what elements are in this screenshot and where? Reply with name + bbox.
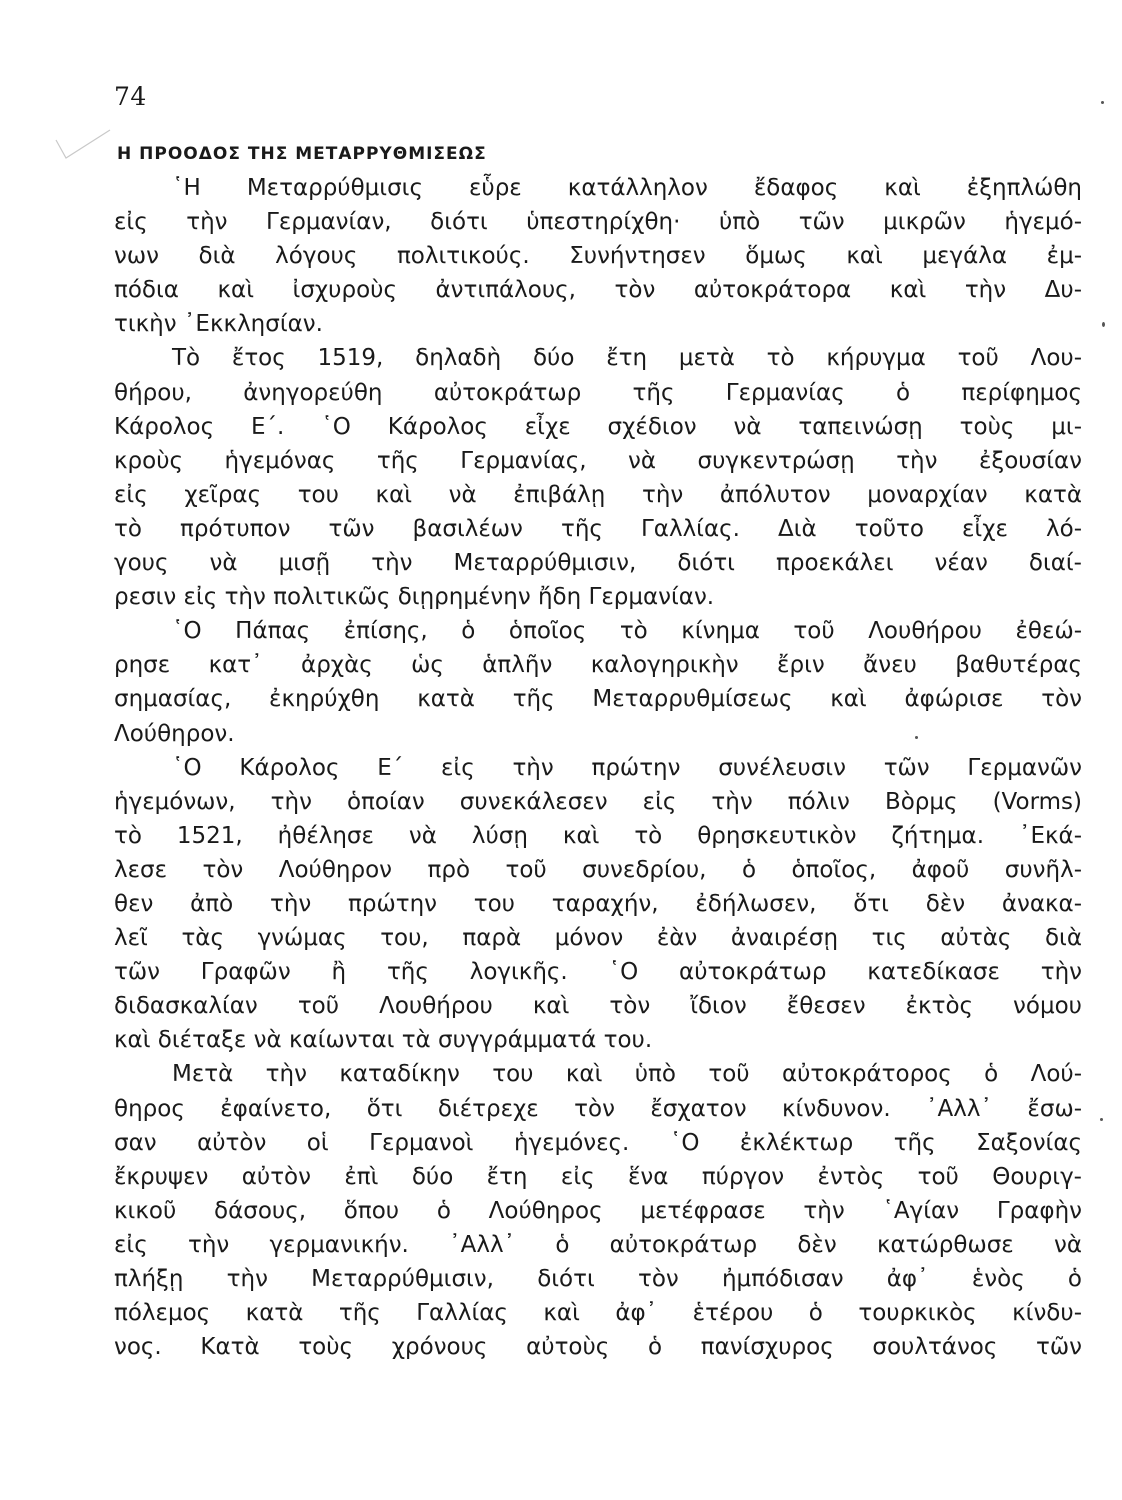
text-line: ῾Ο Κάρολος Ε΄ εἰς τὴν πρώτην συνέλευσιν τῶν Γερμανῶν	[172, 754, 1082, 781]
text-line: θεν ἀπὸ τὴν πρώτην του ταραχήν, ἐδήλωσεν, ὅτι δὲν ἀνακα-	[114, 890, 1082, 917]
pencil-check-mark-icon	[52, 128, 112, 168]
text-line: ῾Η Μεταρρύθμισις εὗρε κατάλληλον ἔδαφος καὶ ἐξηπλώθη	[172, 175, 1082, 201]
text-line: γους νὰ μισῇ τὴν Μεταρρύθμισιν, διότι προεκάλει νέαν διαί-	[114, 550, 1082, 577]
text-line: κροὺς ἡγεμόνας τῆς Γερμανίας, νὰ συγκεντρώσῃ τὴν ἐξουσίαν	[114, 447, 1082, 474]
text-line: τὸ πρότυπον τῶν βασιλέων τῆς Γαλλίας. Διὰ τοῦτο εἶχε λό-	[114, 515, 1082, 542]
text-line: νος. Κατὰ τοὺς χρόνους αὐτοὺς ὁ πανίσχυρος σουλτάνος τῶν	[114, 1334, 1082, 1361]
text-line: ἡγεμόνων, τὴν ὁποίαν συνεκάλεσεν εἰς τὴν πόλιν Βὸρμς (Vorms)	[114, 788, 1082, 815]
text-line: εἰς τὴν γερμανικήν. ᾿Αλλ᾿ ὁ αὐτοκράτωρ δὲν κατώρθωσε νὰ	[114, 1231, 1082, 1258]
text-line: τὸ 1521, ἠθέλησε νὰ λύσῃ καὶ τὸ θρησκευτικὸν ζήτημα. ᾿Εκά-	[114, 822, 1082, 849]
text-line: νων διὰ λόγους πολιτικούς. Συνήντησεν ὅμως καὶ μεγάλα ἐμ-	[114, 243, 1082, 270]
text-line: εἰς χεῖρας του καὶ νὰ ἐπιβάλῃ τὴν ἀπόλυτον μοναρχίαν κατὰ	[114, 481, 1082, 508]
section-title: Η ΠΡΟΟΔΟΣ ΤΗΣ ΜΕΤΑΡΡΥΘΜΙΣΕΩΣ	[117, 144, 487, 164]
text-line: ρεσιν εἰς τὴν πολιτικῶς διῃρημένην ἤδη Γερμανίαν.	[114, 584, 715, 611]
text-line: σαν αὐτὸν οἱ Γερμανοὶ ἡγεμόνες. ῾Ο ἐκλέκτωρ τῆς Σαξονίας	[114, 1129, 1082, 1156]
text-line: πλήξῃ τὴν Μεταρρύθμισιν, διότι τὸν ἠμπόδισαν ἀφ᾿ ἑνὸς ὁ	[114, 1266, 1082, 1292]
text-line: λεσε τὸν Λούθηρον πρὸ τοῦ συνεδρίου, ὁ ὁποῖος, ἀφοῦ συνῆλ-	[114, 856, 1082, 883]
text-line: ρησε κατ᾿ ἀρχὰς ὡς ἁπλῆν καλογηρικὴν ἔριν ἄνευ βαθυτέρας	[114, 652, 1082, 679]
paper-speck	[1101, 101, 1104, 104]
text-line: διδασκαλίαν τοῦ Λουθήρου καὶ τὸν ἴδιον ἔθεσεν ἐκτὸς νόμου	[114, 993, 1082, 1020]
paper-speck	[1102, 322, 1105, 327]
page-number: 74	[114, 82, 147, 111]
text-line: τῶν Γραφῶν ἢ τῆς λογικῆς. ῾Ο αὐτοκράτωρ κατεδίκασε τὴν	[114, 959, 1082, 986]
text-line: θηρος ἐφαίνετο, ὅτι διέτρεχε τὸν ἔσχατον κίνδυνον. ᾿Αλλ᾿ ἔσω-	[114, 1095, 1082, 1122]
text-line: Μετὰ τὴν καταδίκην του καὶ ὑπὸ τοῦ αὐτοκράτορος ὁ Λού-	[172, 1061, 1082, 1088]
text-line: καὶ διέταξε νὰ καίωνται τὰ συγγράμματά του.	[114, 1027, 653, 1054]
text-line: πόδια καὶ ἰσχυροὺς ἀντιπάλους, τὸν αὐτοκράτορα καὶ τὴν Δυ-	[114, 277, 1082, 304]
text-line: ῾Ο Πάπας ἐπίσης, ὁ ὁποῖος τὸ κίνημα τοῦ Λουθήρου ἐθεώ-	[172, 618, 1082, 645]
text-line: εἰς τὴν Γερμανίαν, διότι ὑπεστηρίχθη· ὑπὸ τῶν μικρῶν ἡγεμό-	[114, 209, 1082, 236]
text-line: Τὸ ἔτος 1519, δηλαδὴ δύο ἔτη μετὰ τὸ κήρυγμα τοῦ Λου-	[172, 345, 1082, 372]
text-line: σημασίας, ἐκηρύχθη κατὰ τῆς Μεταρρυθμίσεως καὶ ἀφώρισε τὸν	[114, 686, 1082, 713]
body-text	[114, 171, 1082, 1364]
text-line: λεῖ τὰς γνώμας του, παρὰ μόνον ἐὰν ἀναιρέσῃ τις αὐτὰς διὰ	[114, 925, 1082, 952]
text-line: πόλεμος κατὰ τῆς Γαλλίας καὶ ἀφ᾿ ἑτέρου ὁ τουρκικὸς κίνδυ-	[114, 1300, 1082, 1327]
text-line: ἔκρυψεν αὐτὸν ἐπὶ δύο ἔτη εἰς ἕνα πύργον ἐντὸς τοῦ Θουριγ-	[114, 1163, 1082, 1190]
text-line: Κάρολος Ε΄. ῾Ο Κάρολος εἶχε σχέδιον νὰ ταπεινώσῃ τοὺς μι-	[114, 413, 1082, 440]
paper-speck	[915, 736, 918, 739]
paper-speck	[1100, 1118, 1103, 1121]
text-line: κικοῦ δάσους, ὅπου ὁ Λούθηρος μετέφρασε τὴν ῾Αγίαν Γραφὴν	[114, 1197, 1082, 1224]
text-line: τικὴν ᾿Εκκλησίαν.	[114, 311, 323, 338]
text-line: Λούθηρον.	[114, 720, 235, 747]
text-line: θήρου, ἀνηγορεύθη αὐτοκράτωρ τῆς Γερμανίας ὁ περίφημος	[114, 379, 1082, 406]
